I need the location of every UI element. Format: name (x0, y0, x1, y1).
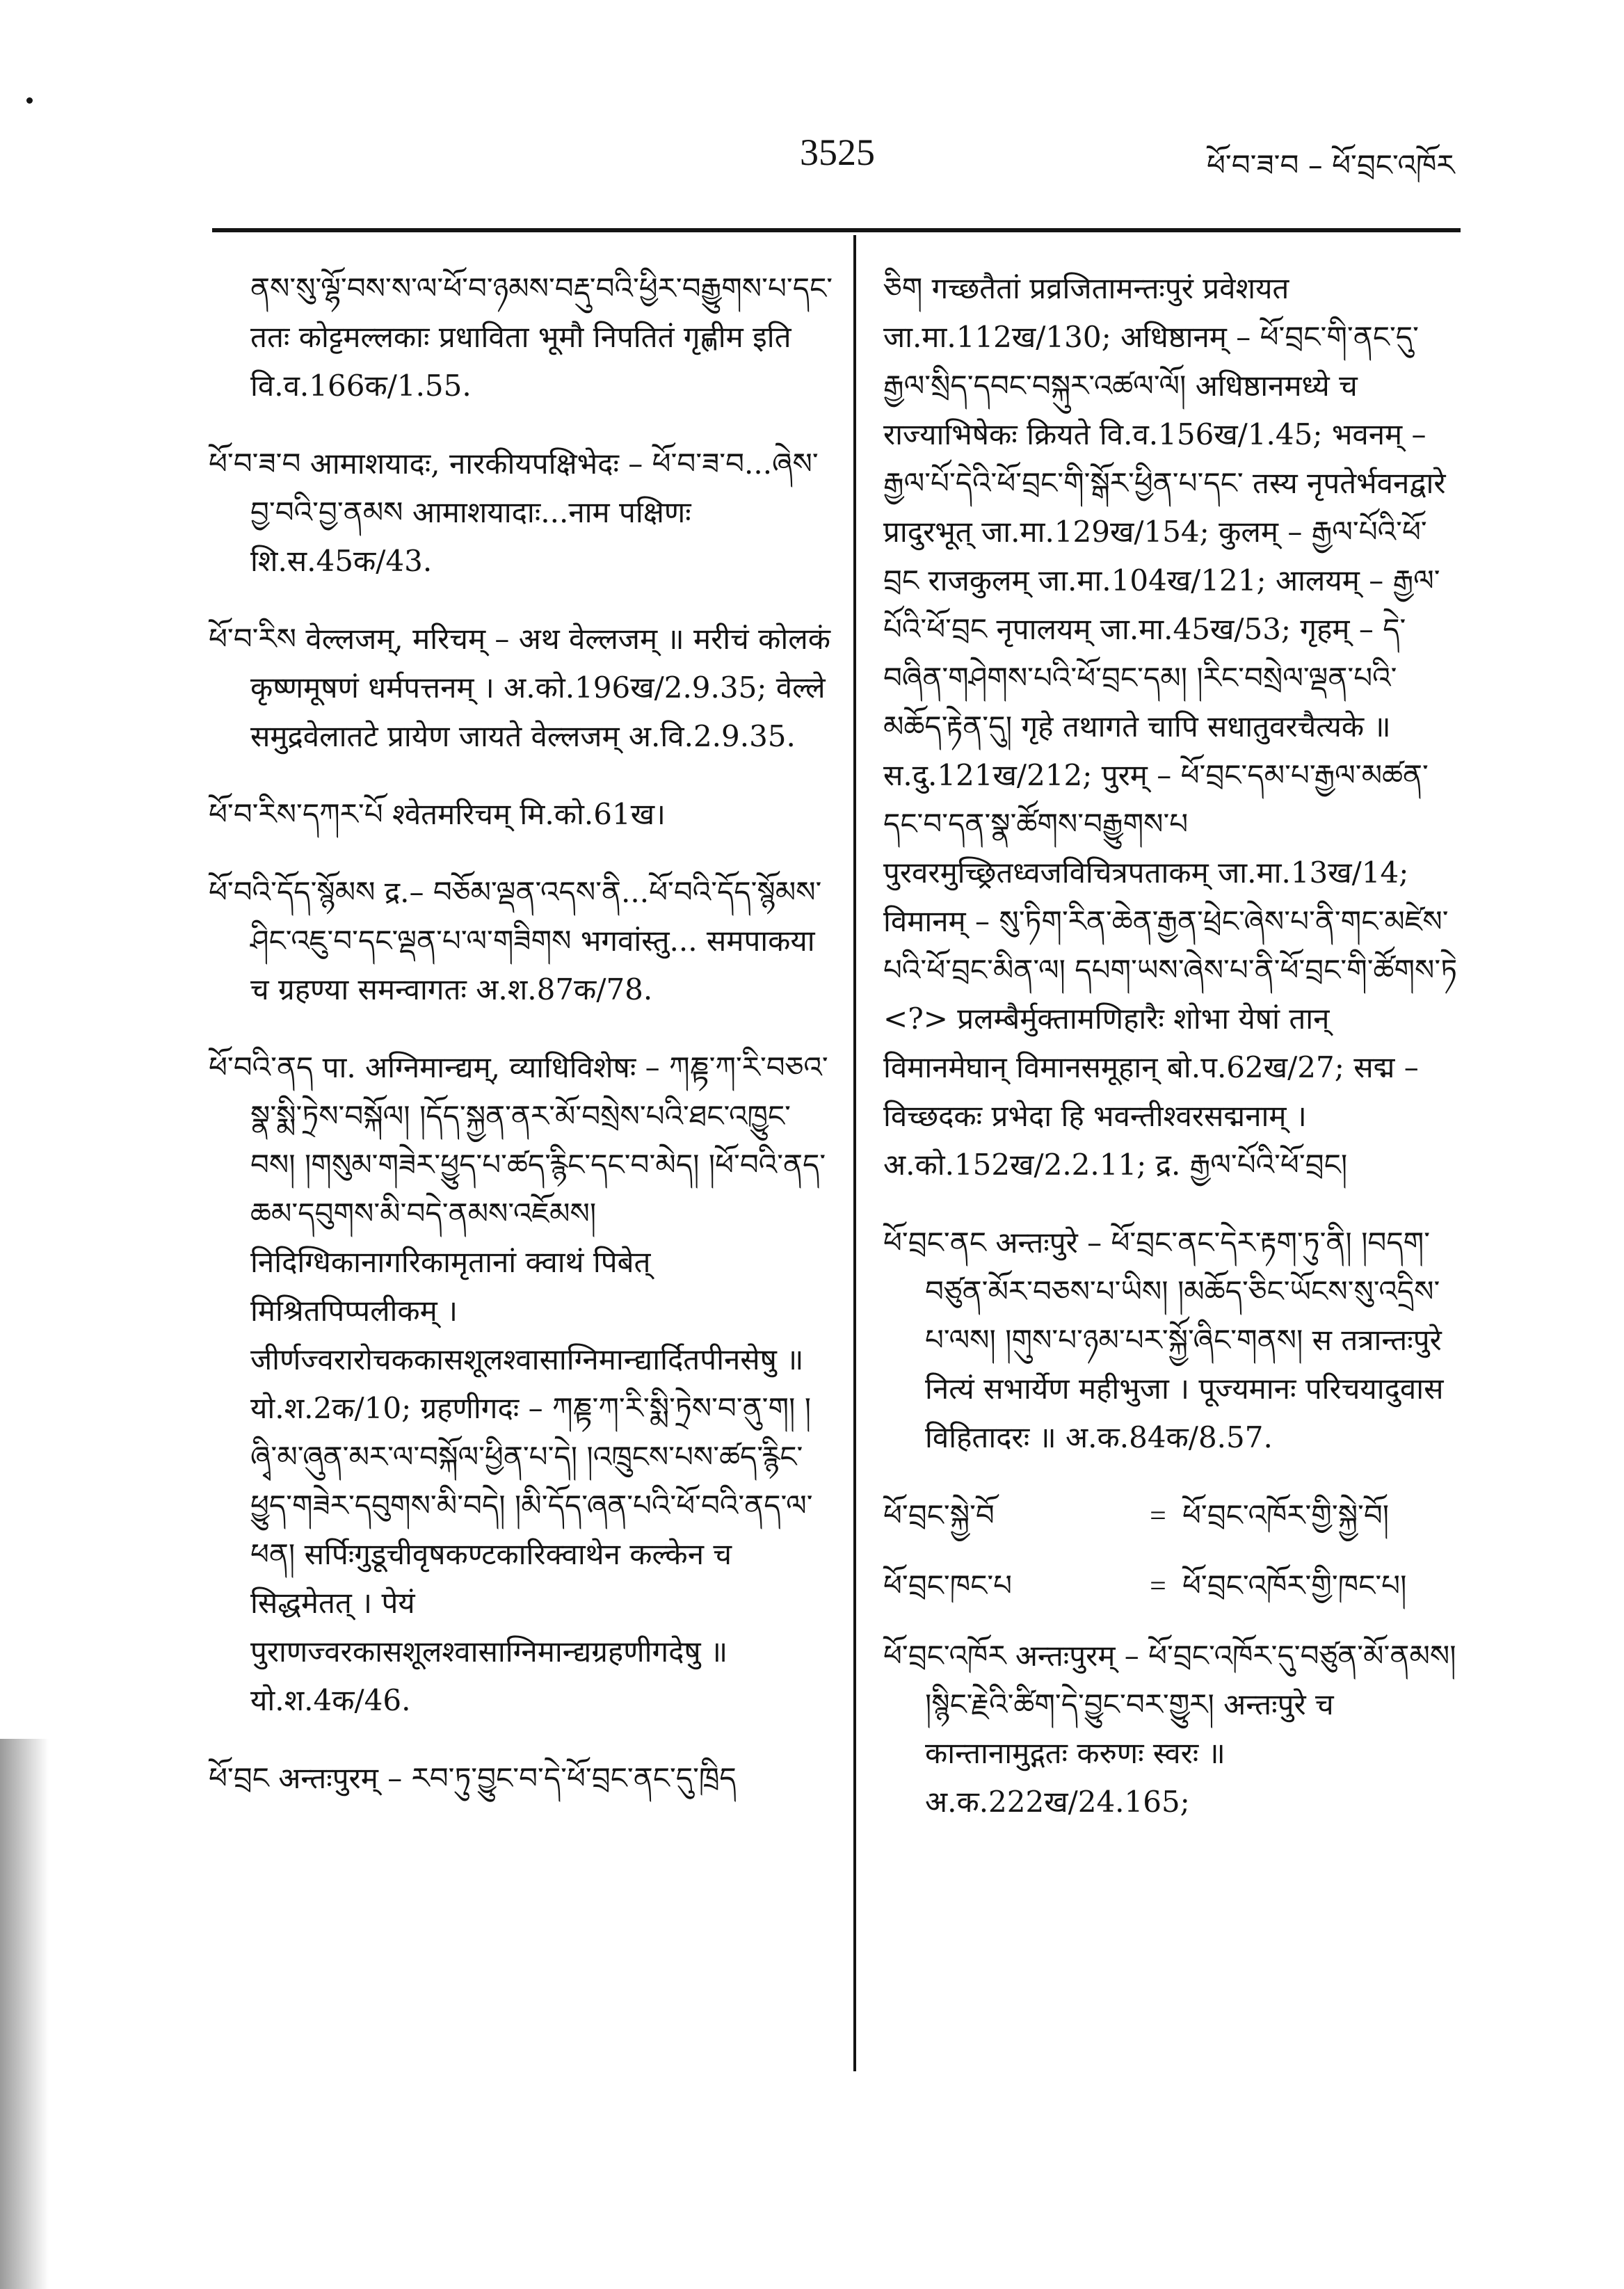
running-head: ཕོ་བ་ཟ་བ – ཕོ་བྲང་འཁོར (1207, 148, 1455, 182)
dictionary-entry: ཕོ་བའི་ནད पा. अग्निमान्द्यम्, व्याधिविशेषः – ཀཎྟ་ཀ་རི་བཅའ་སྣ་སྨི་ཏྲེས་བསྐོལ། །དོད་སྐྱན་ནར་མོ་བསྲེས་པའི་ཐང་འཁྱུང་བས། །གསུམ་གཟེར་ཕྱུད་པ་ཚད་རྙིང་དང་བ་མེད། །ཕོ་བའི་ནད་ཆམ་དབུགས་མི་བདེ་ནམས་འཇོམས། निदिग्धिकानागरिकामृतानां क्वाथं पिबेत् मिश्रितपिप्पलीकम् । जीर्णज्वरारोचककासशूलश्वासाग्निमान्द्यार्दितपीनसेषु ॥ यो.श.2क/10; ग्रहणीगदः – ཀཎྟ་ཀ་རི་སྨི་ཏྲེས་བ་ནུ་ག། །ཞྭི་མ་ཞུན་མར་ལ་བསྐོལ་ཕྱིན་པ་དེ། །འཁྲུངས་པས་ཚད་རྙིང་ཕྱུད་གཟེར་དབུགས་མི་བདེ། །མི་དོད་ཞན་པའི་ཕོ་བའི་ནད་ལ་ཕན། सर्पिःगुडूचीवृषकण्टकारिक्वाथेन कल्केन च सिद्धमेतत् । पेयं पुराणज्वरकासशूलश्वासाग्निमान्द्यग्रहणीगदेषु ॥ यो.श.4क/46. (209, 1050, 828, 1717)
dictionary-entry: ཅིག गच्छतैतां प्रव्रजितामन्तःपुरं प्रवेशयत जा.मा.112ख/130; अधिष्ठानम् – ཕོ་བྲང་གི་ནང་དུ་རྒྱལ་སྲིད་དབང་བསྐུར་འཚལ་ལོ། अधिष्ठानमध्ये च राज्याभिषेकः क्रियते वि.व.156ख/1.45; भवनम् – རྒྱལ་པོ་དེའི་ཕོ་བྲང་གི་སྒོར་ཕྱིན་པ་དང་ तस्य नृपतेर्भवनद्वारे प्रादुरभूत् जा.मा.129ख/154; कुलम् – རྒྱལ་པོའི་ཕོ་བྲང राजकुलम् जा.मा.104ख/121; आलयम् – རྒྱལ་པོའི་ཕོ་བྲང नृपालयम् जा.मा.45ख/53; गृहम् – དེ་བཞིན་གཤེགས་པའི་ཕོ་བྲང་དམ། །རིང་བསྲེལ་ལྡན་པའི་མཆོད་རྟེན་དུ། गृहे तथागते चापि सधातुवरचैत्यके ॥ स.दु.121ख/212; पुरम् – ཕོ་བྲང་དམ་པ་རྒྱལ་མཚན་དང་བ་དན་སྣ་ཚོགས་བརྒྱུགས་པ पुरवरमुच्छ्रितध्वजविचित्रपताकम् जा.मा.13ख/14; विमानम् – སུ་ཏིག་རིན་ཆེན་རྒྱན་ཕྲེང་ཞེས་པ་ནི་གང་མཛེས་པའི་ཕོ་བྲང་མིན་ལ། དཔག་ཡས་ཞེས་པ་ནི་ཕོ་བྲང་གི་ཚོགས་ཏེ <?> प्रलम्बैर्मुक्तामणिहारैः शोभा येषां तान् विमानमेघान् विमानसमूहान् बो.प.62ख/27; सद्म – विच्छदकः प्रभेदा हि भवन्तीश्वरसद्मनाम् । अ.को.152ख/2.2.11; द्र. རྒྱལ་པོའི་ཕོ་བྲང། (883, 271, 1458, 1182)
dictionary-entry: ཕོ་བ་རིས वेल्लजम्, मरिचम् – अथ वेल्लजम् ॥ मरीचं कोलकं कृष्णमूषणं धर्मपत्तनम् । अ.को.196ख/2.9.35; वेल्ले समुद्रवेलातटे प्रायेण जायते वेल्लजम् अ.वि.2.9.35. (209, 622, 831, 753)
column-divider (853, 235, 856, 2071)
left-column (209, 264, 835, 1832)
page-number: 3525 (800, 131, 875, 173)
equals-sign: = (1150, 1571, 1166, 1603)
dictionary-entry: ཕོ་བྲང་འཁོར अन्तःपुरम् – ཕོ་བྲང་འཁོར་དུ་བཙུན་མོ་ནམས། །སྙིང་རྗེའི་ཚིག་དེ་བྱུང་བར་གྱུར། अन्तःपुरे च कान्तानामुद्गतः करुणः स्वरः ॥ अ.क.222ख/24.165; (883, 1639, 1456, 1819)
equals-sign: = (1150, 1500, 1166, 1532)
scan-speck (26, 97, 33, 104)
dictionary-entry: ཕོ་བྲང अन्तःपुरम् – རབ་ཏུ་བྱུང་བ་དེ་ཕོ་བྲང་ནང་དུ་ཁྲིད (209, 1761, 737, 1795)
dictionary-entry: ཕོ་བྲང་ནང अन्तःपुरे – ཕོ་བྲང་ནང་དེར་རྟག་ཏུ་ནི། །བདག་བཙུན་མོར་བཅས་པ་ཡིས། །མཆོད་ཅིང་ཡོངས་སུ་འདྲིས་པ་ལས། །གུས་པ་ཉམ་པར་སྐྱོ་ཞིང་གནས། स तत्रान्तःपुरे नित्यं सभार्येण महीभुजा । पूज्यमानः परिचयादुवास विहितादरः ॥ अ.क.84क/8.57. (883, 1226, 1444, 1454)
cross-reference-head: ཕོ་བྲང་སྐྱེ་བོ (883, 1498, 995, 1532)
dictionary-entry: ཕོ་བ་ཟ་བ आमाशयादः, नारकीयपक्षिभेदः – ཕོ་བ་ཟ་བ...ཞེས་བྱ་བའི་བྱ་ནམས आमाशयादाः...नाम पक्षिणः शि.स.45क/43. (209, 447, 819, 578)
cross-reference (883, 1491, 1461, 1541)
right-column (883, 264, 1461, 1856)
dictionary-entry: ཕོ་བ་རིས་དཀར་པོ श्वेतमरिचम् मि.को.61ख। (209, 797, 666, 831)
dictionary-entry: ཕོ་བའི་དོད་སྙོམས द्र.– བཅོམ་ལྡན་འདས་ནི...ཕོ་བའི་དོད་སྙོམས་ཤིང་འཇུ་བ་དང་ལྡན་པ་ལ་གཟིགས भगवांस्तु... समपाकया च ग्रहण्या समन्वागतः अ.श.87क/78. (209, 875, 822, 1006)
cross-reference-target: ཕོ་བྲང་འཁོར་གྱི་སྐྱེ་བོ། (1182, 1498, 1390, 1532)
dictionary-entry: ནས་སུ་ལྷོ་བས་ས་ལ་ཕོ་བ་ཉམས་བརྡུ་བའི་ཕྱིར་བརྒྱུགས་པ་དང་ ततः कोट्टमल्लकाः प्रधाविता भूमौ निपतितं गृह्णीम इति वि.व.166क/1.55. (250, 271, 833, 403)
header-rule (212, 228, 1461, 232)
cross-reference-head: ཕོ་བྲང་ཁང་པ (883, 1568, 1013, 1603)
scan-binding-shadow (0, 1739, 49, 2289)
cross-reference (883, 1561, 1461, 1611)
cross-reference-target: ཕོ་བྲང་འཁོར་གྱི་ཁང་པ། (1182, 1568, 1407, 1603)
